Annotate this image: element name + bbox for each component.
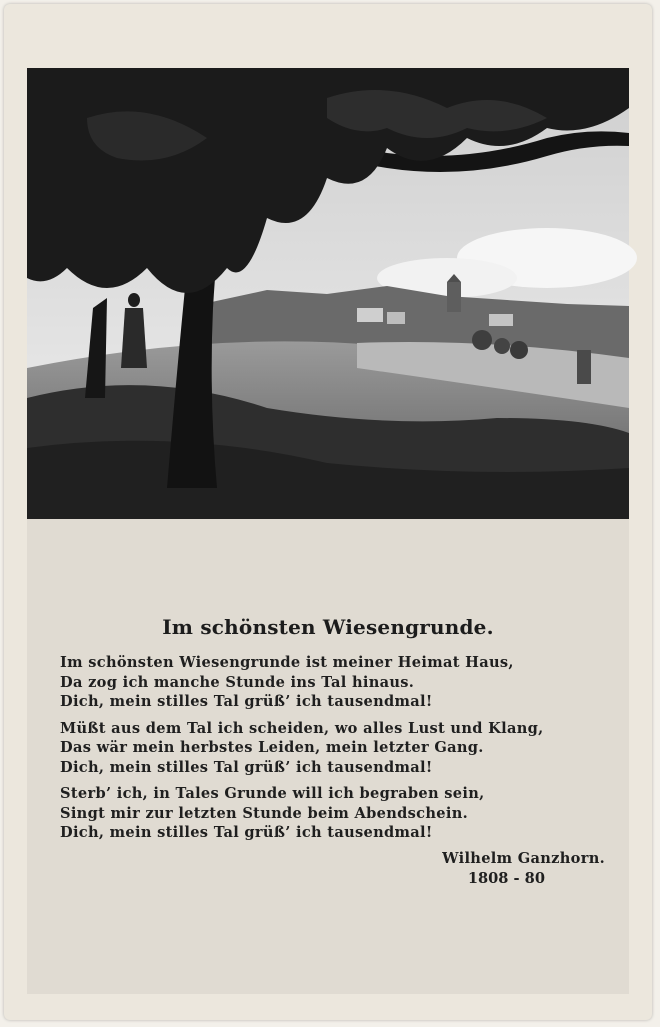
poem-line: Dich, mein stilles Tal grüß’ ich tausendmal! [60, 824, 433, 841]
poem-panel [27, 519, 629, 994]
stanza-2 [60, 719, 620, 778]
photo-illustration [27, 68, 629, 519]
stanza-3 [60, 784, 620, 843]
poem-line: Dich, mein stilles Tal grüß’ ich tausendmal! [60, 693, 433, 710]
poem-line: Singt mir zur letzten Stunde beim Abendschein. [60, 804, 469, 822]
poem-line: Sterb’ ich, in Tales Grunde will ich begraben sein, [60, 785, 485, 802]
poem-years: 1808 - 80 [467, 870, 545, 887]
landscape-photo [27, 68, 629, 519]
poem-line: Da zog ich manche Stunde ins Tal hinaus. [60, 673, 415, 691]
postcard [4, 4, 652, 1020]
poem-title: Im schönsten Wiesengrunde. [162, 615, 494, 639]
poem-body [60, 653, 620, 850]
poem-line: Dich, mein stilles Tal grüß’ ich tausendmal! [60, 758, 433, 776]
poem-line: Das wär mein herbstes Leiden, mein letzter Gang. [60, 739, 484, 756]
poem-author: Wilhelm Ganzhorn. [442, 850, 605, 867]
poem-line: Müßt aus dem Tal ich scheiden, wo alles Lust und Klang, [60, 719, 544, 737]
stanza-1 [60, 653, 620, 712]
poem-line: Im schönsten Wiesengrunde ist meiner Heimat Haus, [60, 654, 514, 671]
